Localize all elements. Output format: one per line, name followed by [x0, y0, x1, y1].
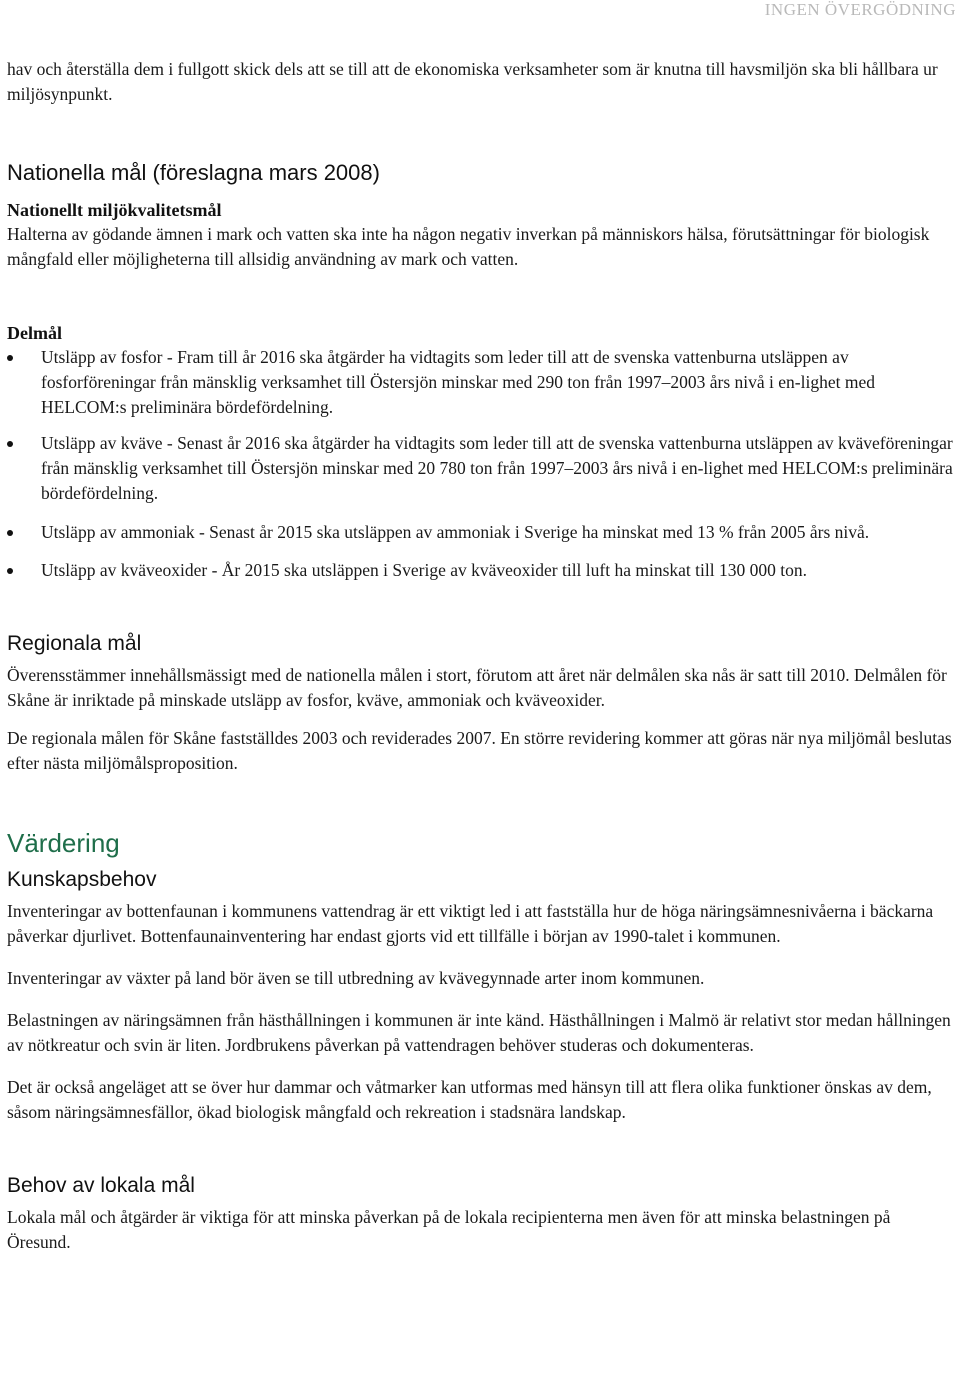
- regional-paragraph: Överensstämmer innehållsmässigt med de nationella målen i stort, förutom att året när delmålen ska nås är satt till 2010. Delmålen för Skåne är inriktade på minskade utsläpp av fosfor, kväve, ammoniak och kväveoxider.: [7, 665, 947, 710]
- bullet-icon: [7, 355, 13, 361]
- delmal-item-fosfor: Utsläpp av fosfor - Fram till år 2016 ska åtgärder ha vidtagits som leder till att de svenska vattenburna utsläppen av fosforföreningar från mänsklig verksamhet till Östersjön minskar med 290 ton från 1997–2003 års nivå i en-lighet med HELCOM:s preliminära bördefördelning.: [7, 345, 955, 420]
- delmal-item-kvaveoxider: Utsläpp av kväveoxider - År 2015 ska utsläppen i Sverige av kväveoxider till luft ha minskat till 130 000 ton.: [7, 558, 955, 583]
- vardering-paragraph: Inventeringar av bottenfaunan i kommunens vattendrag är ett viktigt led i att fastställa hur de höga näringsämnesnivåerna i bäckarna påverkar djurlivet. Bottenfaunainventering har endast gjorts vid ett tillfälle i början av 1990-talet i kommunen.: [7, 901, 934, 946]
- bullet-icon: [7, 441, 13, 447]
- local-goals-text: Lokala mål och åtgärder är viktiga för att minska påverkan på de lokala recipienterna men även för att minska belastningen på Öresund.: [7, 1207, 891, 1252]
- section-heading-vardering: Värdering: [7, 828, 120, 858]
- bullet-icon: [7, 568, 13, 574]
- bullet-icon: [7, 530, 13, 536]
- vardering-paragraph: Det är också angeläget att se över hur dammar och våtmarker kan utformas med hänsyn till att flera olika funktioner önskas av dem, såsom näringsämnesfällor, ökad biologisk mångfald och rekreation i stadsnära landskap.: [7, 1077, 932, 1122]
- delmal-list: [7, 345, 955, 583]
- subheading-local-goals: Behov av lokala mål: [7, 1174, 195, 1197]
- delmal-item-ammoniak: Utsläpp av ammoniak - Senast år 2015 ska utsläppen av ammoniak i Sverige ha minskat med 13 % från 2005 års nivå.: [7, 520, 955, 545]
- subheading-quality-goal: Nationellt miljökvalitetsmål: [7, 200, 222, 220]
- section-heading-regional: Regionala mål: [7, 632, 142, 655]
- vardering-paragraph: Inventeringar av växter på land bör även se till utbredning av kvävegynnade arter inom kommunen.: [7, 968, 705, 988]
- regional-paragraph: De regionala målen för Skåne fastställdes 2003 och reviderades 2007. En större revidering kommer att göras när nya miljömål beslutas efter nästa miljömålsproposition.: [7, 728, 952, 773]
- delmal-item-kvave: Utsläpp av kväve - Senast år 2016 ska åtgärder ha vidtagits som leder till att de svenska vattenburna utsläppen av kväveföreningar från mänsklig verksamhet till Östersjön minskar med 20 780 ton från 1997–2003 års nivå i en-lighet med HELCOM:s preliminära bördefördelning.: [7, 431, 955, 506]
- running-header: INGEN ÖVERGÖDNING: [764, 0, 956, 19]
- subheading-delmal: Delmål: [7, 323, 62, 343]
- quality-goal-text: Halterna av gödande ämnen i mark och vatten ska inte ha någon negativ inverkan på människors hälsa, förutsättningar för biologisk mångfald eller möjligheterna till allsidig användning av mark och vatten.: [7, 224, 930, 269]
- document-body: [7, 57, 955, 1255]
- vardering-paragraph: Belastningen av näringsämnen från hästhållningen i kommunen är inte känd. Hästhållningen i Malmö är relativt stor medan hållningen av nötkreatur och svin är liten. Jordbrukens påverkan på vattendragen behöver studeras och dokumenteras.: [7, 1010, 951, 1055]
- section-heading-national-goals: Nationella mål (föreslagna mars 2008): [7, 160, 380, 185]
- subheading-kunskapsbehov: Kunskapsbehov: [7, 868, 157, 891]
- intro-continuation: hav och återställa dem i fullgott skick dels att se till att de ekonomiska verksamheter som är knutna till havsmiljön ska bli hållbara ur miljösynpunkt.: [7, 59, 938, 104]
